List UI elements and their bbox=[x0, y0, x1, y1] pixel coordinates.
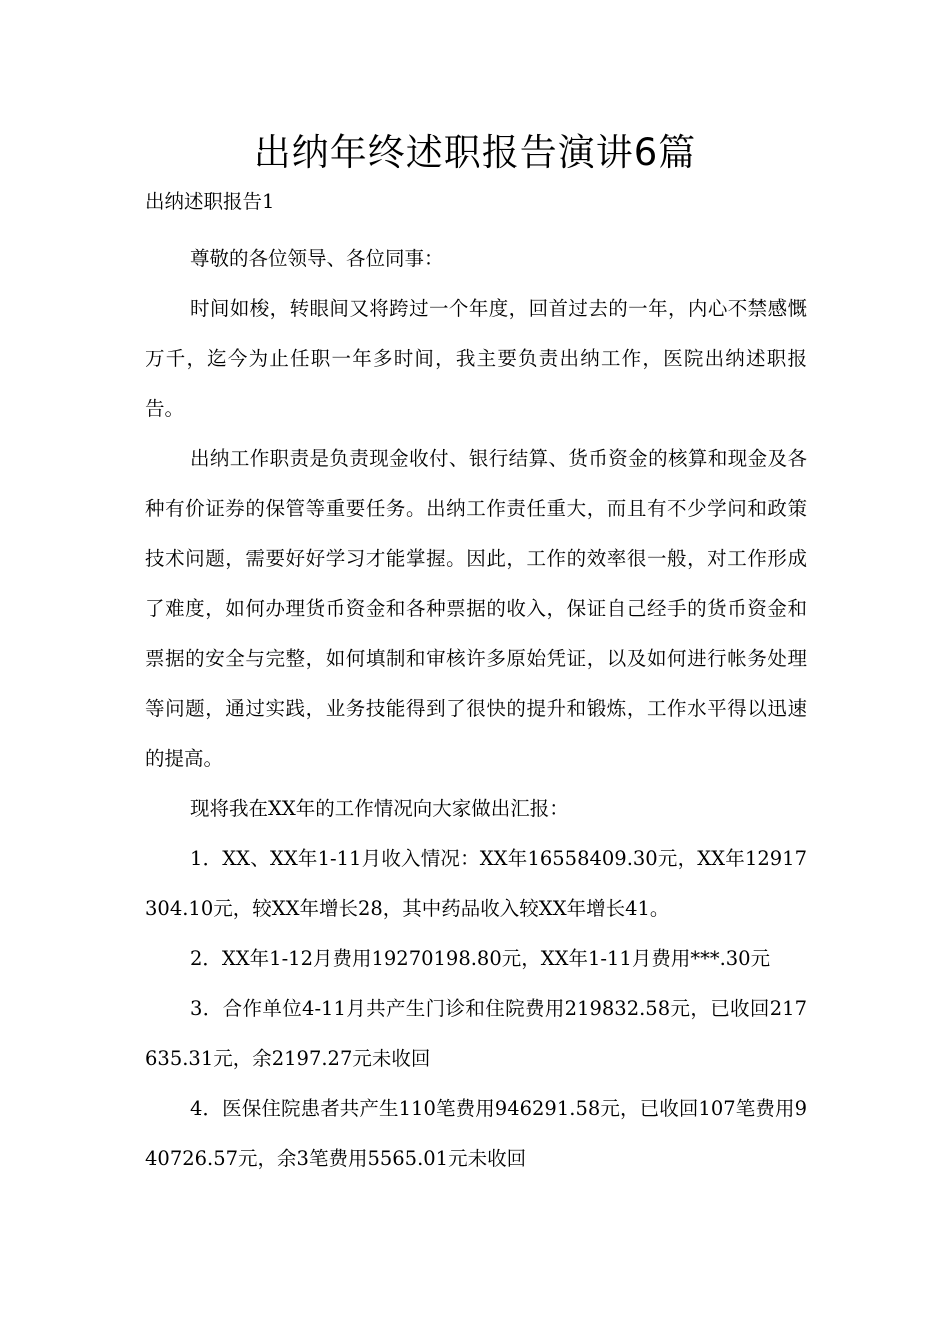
paragraph-item-4: 4．医保住院患者共产生110笔费用946291.58元，已收回107笔费用940726.57元，余3笔费用5565.01元未收回 bbox=[145, 1097, 807, 1170]
section-heading: 出纳述职报告1 bbox=[145, 190, 275, 213]
paragraph-report-lead: 现将我在XX年的工作情况向大家做出汇报： bbox=[190, 797, 569, 820]
paragraph-item-3: 3．合作单位4-11月共产生门诊和住院费用219832.58元，已收回217635.31元，余2197.27元未收回 bbox=[145, 997, 807, 1070]
document-body bbox=[145, 184, 807, 1184]
paragraph-item-1: 1．XX、XX年1-11月收入情况：XX年16558409.30元，XX年12917304.10元，较XX年增长28，其中药品收入较XX年增长41。 bbox=[145, 847, 807, 920]
paragraph-duties: 出纳工作职责是负责现金收付、银行结算、货币资金的核算和现金及各种有价证券的保管等重要任务。出纳工作责任重大，而且有不少学问和政策技术问题，需要好好学习才能掌握。因此，工作的效率很一般，对工作形成了难度，如何办理货币资金和各种票据的收入，保证自己经手的货币资金和票据的安全与完整，如何填制和审核许多原始凭证，以及如何进行帐务处理等问题，通过实践，业务技能得到了很快的提升和锻炼，工作水平得以迅速的提高。 bbox=[145, 447, 807, 770]
document-title: 出纳年终述职报告演讲6篇 bbox=[253, 131, 697, 174]
paragraph-item-2: 2．XX年1-12月费用19270198.80元，XX年1-11月费用***.30元 bbox=[190, 947, 771, 970]
paragraph-intro: 时间如梭，转眼间又将跨过一个年度，回首过去的一年，内心不禁感慨万千，迄今为止任职一年多时间，我主要负责出纳工作，医院出纳述职报告。 bbox=[145, 297, 807, 420]
paragraph-salutation: 尊敬的各位领导、各位同事： bbox=[190, 247, 444, 270]
